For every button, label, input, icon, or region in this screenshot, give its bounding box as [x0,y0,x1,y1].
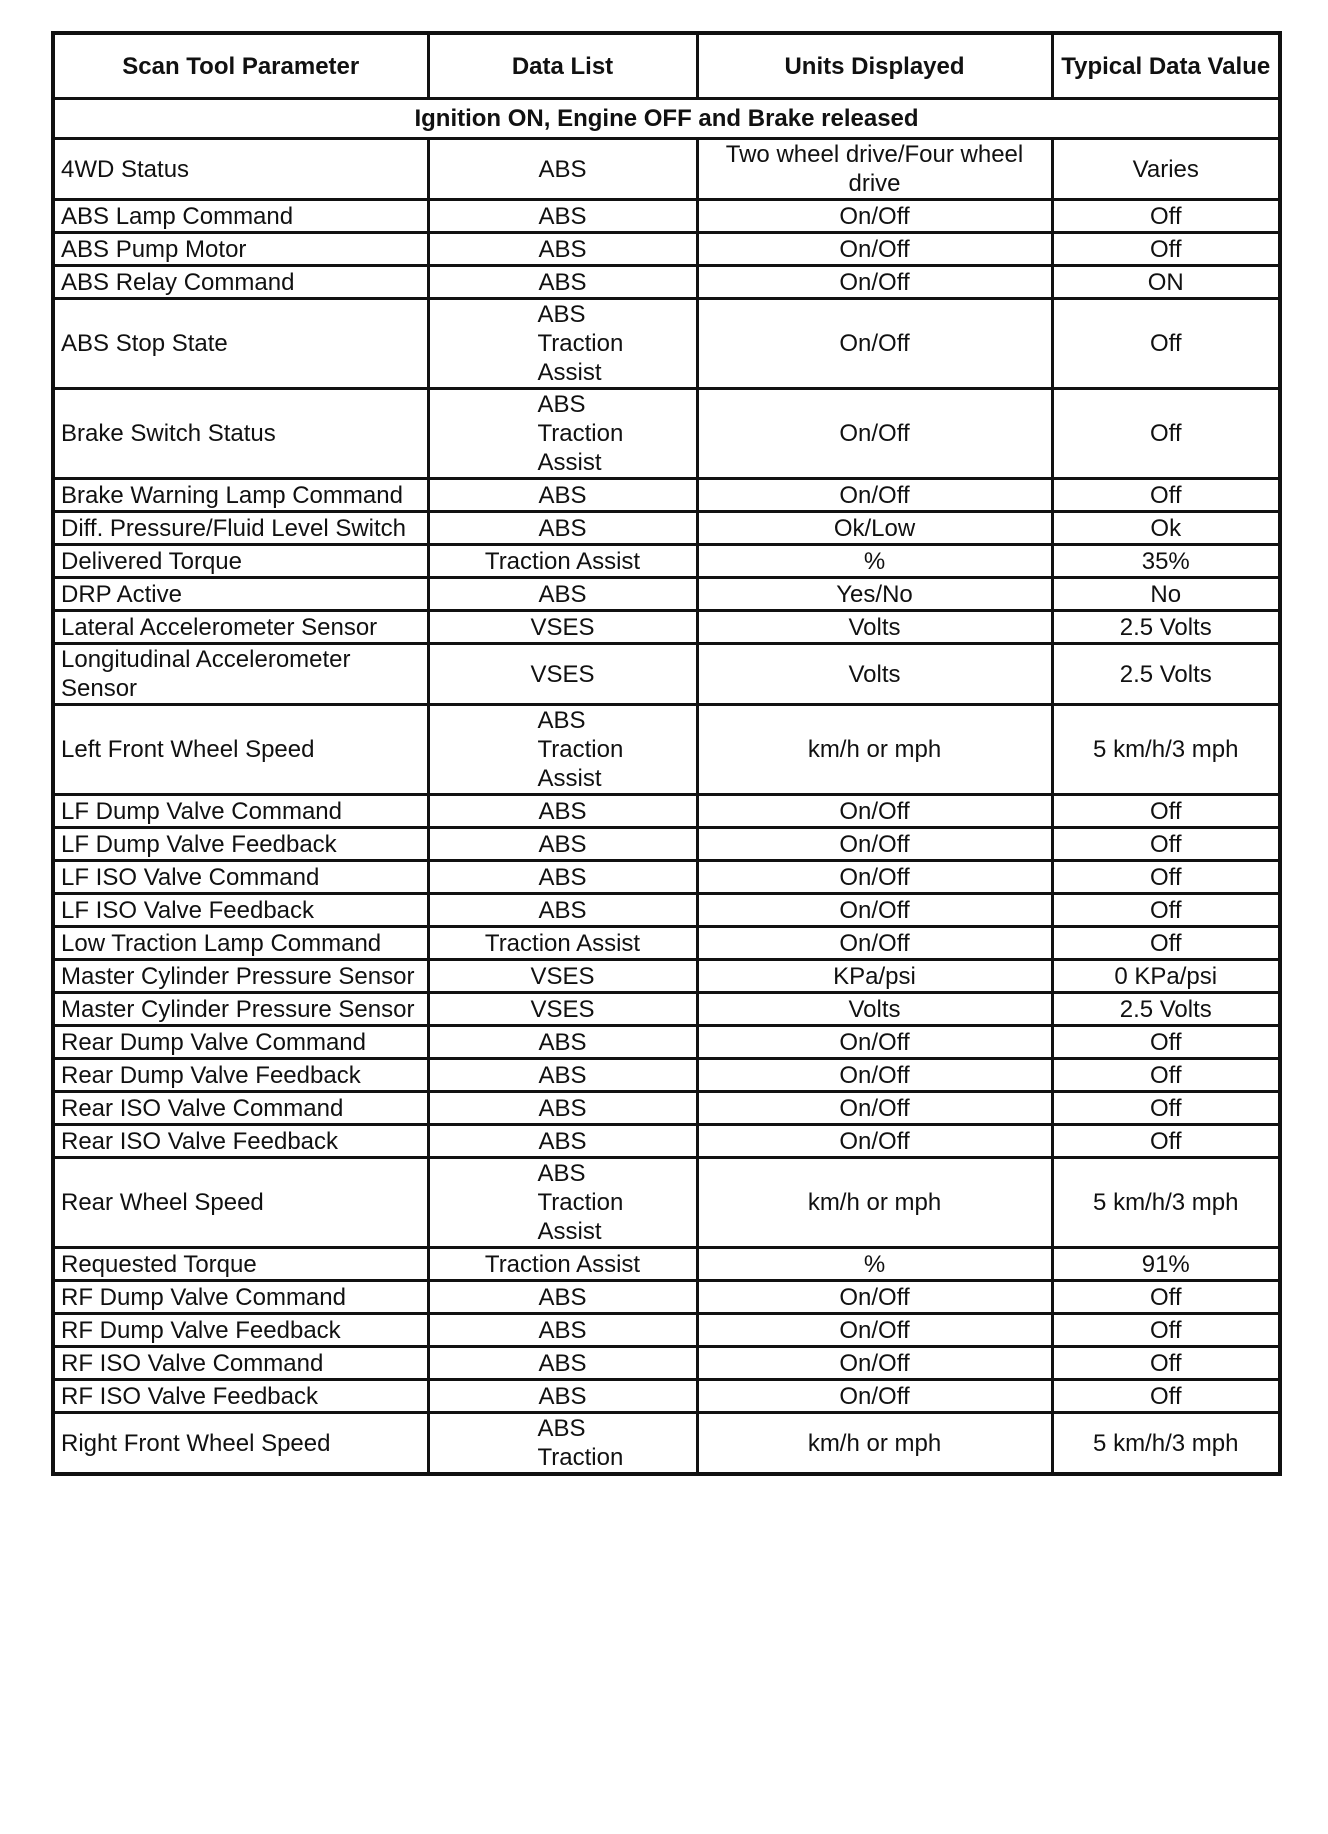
value-cell-text: Varies [1132,155,1199,183]
table-row [53,1380,1280,1413]
table-row [53,512,1280,545]
value-cell-text: 5 km/h/3 mph [1093,1429,1239,1457]
param-cell-text: LF Dump Valve Command [61,797,342,825]
units-cell-text: On/Off [839,797,910,825]
units-cell [697,299,1052,389]
param-cell-text: LF Dump Valve Feedback [61,830,337,858]
units-cell-text: On/Off [839,830,910,858]
data-list-cell-text: ABS [538,580,587,608]
value-cell [1052,960,1280,993]
units-cell-text: On/Off [839,481,910,509]
table-row [53,1059,1280,1092]
units-cell [697,1026,1052,1059]
data-list-cell-text: VSES [530,962,595,990]
param-cell [53,795,428,828]
data-list-cell-text: ABS Traction [537,1415,624,1471]
param-cell-text: Right Front Wheel Speed [61,1429,331,1457]
data-list-cell [428,644,697,705]
value-cell [1052,611,1280,644]
param-cell-text: Brake Warning Lamp Command [61,481,403,509]
units-cell-text: On/Off [839,1127,910,1155]
section-title: Ignition ON, Engine OFF and Brake released [53,99,1280,139]
param-cell-text: Left Front Wheel Speed [61,736,315,763]
data-list-cell [428,1248,697,1281]
data-list-cell [428,389,697,479]
units-cell [697,705,1052,795]
data-list-cell [428,894,697,927]
param-cell-text: ABS Pump Motor [61,235,247,263]
param-cell [53,1314,428,1347]
table-row [53,233,1280,266]
table-row [53,389,1280,479]
table-row [53,578,1280,611]
data-list-cell-text: ABS [538,514,587,542]
param-cell [53,1125,428,1158]
table-row [53,139,1280,200]
data-list-cell [428,1380,697,1413]
table-row [53,266,1280,299]
table-row [53,1026,1280,1059]
data-list-cell [428,1026,697,1059]
header-typical-data-value: Typical Data Value [1052,33,1280,99]
table-row [53,1347,1280,1380]
value-cell [1052,479,1280,512]
value-cell-text: Off [1149,1061,1182,1089]
param-cell-text: RF ISO Valve Command [61,1349,324,1377]
units-cell [697,1248,1052,1281]
table-row [53,894,1280,927]
value-cell [1052,1347,1280,1380]
data-list-cell [428,139,697,200]
param-cell-text: RF Dump Valve Command [61,1283,346,1311]
units-cell [697,578,1052,611]
param-cell-text: Rear ISO Valve Feedback [61,1127,339,1155]
param-cell [53,644,428,705]
units-cell [697,795,1052,828]
table-row [53,795,1280,828]
units-cell-text: On/Off [839,929,910,957]
units-cell-text: Volts [848,613,901,641]
data-list-cell [428,993,697,1026]
value-cell [1052,705,1280,795]
data-list-cell-text: ABS [538,1127,587,1155]
param-cell [53,545,428,578]
table-row [53,828,1280,861]
table-row [53,927,1280,960]
data-list-cell [428,1158,697,1248]
data-list-cell-text: ABS [538,155,587,183]
value-cell-text: Off [1149,202,1182,230]
value-cell [1052,1380,1280,1413]
param-cell [53,1026,428,1059]
value-cell [1052,1248,1280,1281]
units-cell [697,644,1052,705]
data-list-cell [428,1413,697,1475]
data-list-cell [428,299,697,389]
units-cell [697,894,1052,927]
value-cell-text: No [1150,580,1182,608]
header-units-displayed: Units Displayed [697,33,1052,99]
data-list-cell-text: ABS [538,830,587,858]
units-cell [697,1347,1052,1380]
units-cell-text: % [863,1250,886,1278]
param-cell-text: Diff. Pressure/Fluid Level Switch [61,514,407,542]
data-list-cell [428,1125,697,1158]
param-cell-text: ABS Stop State [61,330,228,357]
param-cell [53,1380,428,1413]
param-cell [53,578,428,611]
param-cell-text: Delivered Torque [61,547,242,575]
value-cell-text: 2.5 Volts [1119,613,1212,641]
data-list-cell-text: Traction Assist [484,929,641,957]
table-row [53,993,1280,1026]
value-cell-text: Off [1149,1094,1182,1122]
param-cell-text: LF ISO Valve Command [61,863,320,891]
data-list-cell-text: ABS [538,202,587,230]
units-cell-text: Ok/Low [833,514,916,542]
units-cell-text: On/Off [839,1316,910,1344]
param-cell [53,299,428,389]
table-row [53,1158,1280,1248]
param-cell-text: Brake Switch Status [61,420,276,447]
units-cell [697,828,1052,861]
units-cell [697,927,1052,960]
data-list-cell [428,1092,697,1125]
param-cell-text: RF Dump Valve Feedback [61,1316,341,1344]
units-cell [697,861,1052,894]
units-cell [697,389,1052,479]
units-cell [697,1380,1052,1413]
value-cell-text: Off [1149,1127,1182,1155]
param-cell-text: Rear ISO Valve Command [61,1094,344,1122]
value-cell [1052,545,1280,578]
value-cell-text: Off [1149,929,1182,957]
value-cell-text: Off [1149,1283,1182,1311]
value-cell-text: Off [1149,1316,1182,1344]
data-list-cell [428,611,697,644]
units-cell-text: Volts [848,995,901,1023]
value-cell [1052,1314,1280,1347]
param-cell-text: ABS Lamp Command [61,202,294,230]
param-cell [53,1248,428,1281]
units-cell-text: km/h or mph [807,1429,942,1457]
param-cell [53,1281,428,1314]
param-cell [53,960,428,993]
section-row [53,99,1280,139]
param-cell [53,861,428,894]
units-cell-text: On/Off [839,1349,910,1377]
units-cell [697,993,1052,1026]
units-cell [697,611,1052,644]
table-body [53,99,1280,1475]
value-cell-text: Ok [1150,514,1182,542]
data-list-cell [428,1059,697,1092]
param-cell-text: Requested Torque [61,1250,257,1278]
data-list-cell [428,479,697,512]
param-cell-text: 4WD Status [61,155,190,183]
units-cell-text: On/Off [839,863,910,891]
param-cell-text: Rear Dump Valve Command [61,1028,367,1056]
value-cell [1052,139,1280,200]
data-list-cell-text: ABS [538,481,587,509]
data-list-cell-text: ABS [538,1349,587,1377]
param-cell [53,479,428,512]
table-row [53,1092,1280,1125]
units-cell [697,1158,1052,1248]
data-list-cell [428,200,697,233]
value-cell-text: ON [1147,268,1184,296]
units-cell-text: Two wheel drive/Four wheel drive [725,141,1024,197]
table-row [53,200,1280,233]
value-cell-text: Off [1149,1382,1182,1410]
data-list-cell-text: ABS Traction Assist [537,301,624,386]
value-cell [1052,266,1280,299]
param-cell [53,512,428,545]
table-header-row [53,33,1280,99]
units-cell-text: Yes/No [836,580,913,608]
value-cell [1052,1059,1280,1092]
value-cell [1052,828,1280,861]
value-cell [1052,200,1280,233]
units-cell [697,1092,1052,1125]
table-row [53,1281,1280,1314]
table-row [53,1314,1280,1347]
value-cell [1052,894,1280,927]
units-cell-text: On/Off [839,1061,910,1089]
value-cell-text: 5 km/h/3 mph [1093,1189,1239,1216]
data-list-cell [428,266,697,299]
param-cell-text: Rear Wheel Speed [61,1189,264,1216]
value-cell [1052,578,1280,611]
units-cell [697,1413,1052,1475]
value-cell-text: Off [1149,235,1182,263]
param-cell [53,389,428,479]
units-cell-text: km/h or mph [807,1189,942,1216]
data-list-cell-text: VSES [530,613,595,641]
data-list-cell [428,512,697,545]
units-cell [697,1314,1052,1347]
value-cell-text: Off [1149,1028,1182,1056]
value-cell [1052,795,1280,828]
param-cell [53,200,428,233]
data-list-cell [428,861,697,894]
value-cell [1052,993,1280,1026]
value-cell [1052,644,1280,705]
units-cell [697,1281,1052,1314]
value-cell-text: 35% [1141,547,1190,575]
data-list-cell-text: ABS [538,1094,587,1122]
value-cell [1052,1281,1280,1314]
value-cell-text: Off [1149,830,1182,858]
param-cell [53,705,428,795]
data-list-cell-text: ABS [538,235,587,263]
param-cell [53,828,428,861]
data-list-cell-text: ABS [538,863,587,891]
param-cell [53,993,428,1026]
units-cell-text: On/Off [839,1094,910,1122]
value-cell-text: 0 KPa/psi [1114,962,1218,990]
data-list-cell [428,705,697,795]
data-list-cell-text: ABS [538,268,587,296]
table-row [53,644,1280,705]
param-cell [53,1347,428,1380]
param-cell-text: Longitudinal Accelerometer Sensor [61,646,351,702]
header-scan-tool-parameter: Scan Tool Parameter [53,33,428,99]
units-cell-text: Volts [848,660,901,688]
value-cell [1052,1092,1280,1125]
param-cell [53,233,428,266]
value-cell-text: Off [1149,420,1182,447]
header-data-list: Data List [428,33,697,99]
param-cell [53,139,428,200]
value-cell [1052,1026,1280,1059]
units-cell [697,1059,1052,1092]
table-row [53,1248,1280,1281]
units-cell-text: On/Off [839,1382,910,1410]
units-cell [697,266,1052,299]
data-list-cell [428,828,697,861]
param-cell [53,1158,428,1248]
param-cell [53,1413,428,1475]
param-cell-text: DRP Active [61,580,182,608]
value-cell [1052,512,1280,545]
data-list-cell-text: VSES [530,660,595,688]
value-cell [1052,861,1280,894]
param-cell [53,266,428,299]
value-cell-text: Off [1149,330,1182,357]
param-cell-text: Lateral Accelerometer Sensor [61,613,378,641]
value-cell-text: 2.5 Volts [1119,995,1212,1023]
units-cell-text: On/Off [839,235,910,263]
data-list-cell-text: ABS [538,1061,587,1089]
value-cell [1052,1158,1280,1248]
table-row [53,705,1280,795]
units-cell [697,1125,1052,1158]
param-cell-text: Master Cylinder Pressure Sensor [61,962,415,990]
table-row [53,861,1280,894]
data-list-cell-text: ABS Traction Assist [537,1160,624,1245]
param-cell-text: Rear Dump Valve Feedback [61,1061,361,1089]
value-cell-text: Off [1149,896,1182,924]
param-cell [53,927,428,960]
value-cell [1052,1125,1280,1158]
data-list-cell-text: ABS [538,1028,587,1056]
data-list-cell-text: ABS [538,1316,587,1344]
table-row [53,960,1280,993]
data-list-cell [428,927,697,960]
units-cell-text: On/Off [839,1028,910,1056]
table-row [53,1125,1280,1158]
param-cell-text: ABS Relay Command [61,268,295,296]
units-cell [697,545,1052,578]
data-list-cell [428,960,697,993]
units-cell [697,139,1052,200]
value-cell-text: 91% [1141,1250,1190,1278]
data-list-cell-text: Traction Assist [484,547,641,575]
data-list-cell [428,1347,697,1380]
units-cell-text: On/Off [839,268,910,296]
units-cell-text: % [863,547,886,575]
units-cell-text: On/Off [839,420,910,447]
param-cell [53,1059,428,1092]
units-cell-text: km/h or mph [807,736,942,763]
units-cell-text: On/Off [839,1283,910,1311]
value-cell [1052,927,1280,960]
table-row [53,545,1280,578]
table-row [53,479,1280,512]
param-cell-text: Low Traction Lamp Command [61,929,382,957]
value-cell-text: Off [1149,797,1182,825]
value-cell-text: 5 km/h/3 mph [1093,736,1239,763]
data-list-cell-text: ABS [538,1283,587,1311]
value-cell [1052,389,1280,479]
value-cell-text: Off [1149,863,1182,891]
data-list-cell [428,1314,697,1347]
scan-tool-data-table [51,31,1282,1476]
data-list-cell [428,545,697,578]
value-cell [1052,233,1280,266]
units-cell [697,960,1052,993]
units-cell [697,233,1052,266]
data-list-cell [428,1281,697,1314]
data-list-cell [428,233,697,266]
data-list-cell-text: ABS [538,1382,587,1410]
value-cell [1052,1413,1280,1475]
units-cell-text: On/Off [839,896,910,924]
units-cell [697,512,1052,545]
units-cell-text: On/Off [839,202,910,230]
data-list-cell [428,795,697,828]
param-cell [53,611,428,644]
value-cell [1052,299,1280,389]
value-cell-text: Off [1149,1349,1182,1377]
param-cell-text: RF ISO Valve Feedback [61,1382,318,1410]
data-list-cell-text: VSES [530,995,595,1023]
param-cell-text: LF ISO Valve Feedback [61,896,315,924]
value-cell-text: 2.5 Volts [1119,660,1212,688]
units-cell [697,200,1052,233]
table-row [53,299,1280,389]
table-row [53,1413,1280,1475]
param-cell [53,894,428,927]
units-cell [697,479,1052,512]
table-row [53,611,1280,644]
data-list-cell-text: Traction Assist [484,1250,641,1278]
data-list-cell [428,578,697,611]
value-cell-text: Off [1149,481,1182,509]
data-list-cell-text: ABS [538,896,587,924]
data-list-cell-text: ABS [538,797,587,825]
param-cell [53,1092,428,1125]
data-list-cell-text: ABS Traction Assist [537,707,624,792]
units-cell-text: KPa/psi [833,962,916,990]
data-list-cell-text: ABS Traction Assist [537,391,624,476]
param-cell-text: Master Cylinder Pressure Sensor [61,995,415,1023]
units-cell-text: On/Off [839,330,910,357]
